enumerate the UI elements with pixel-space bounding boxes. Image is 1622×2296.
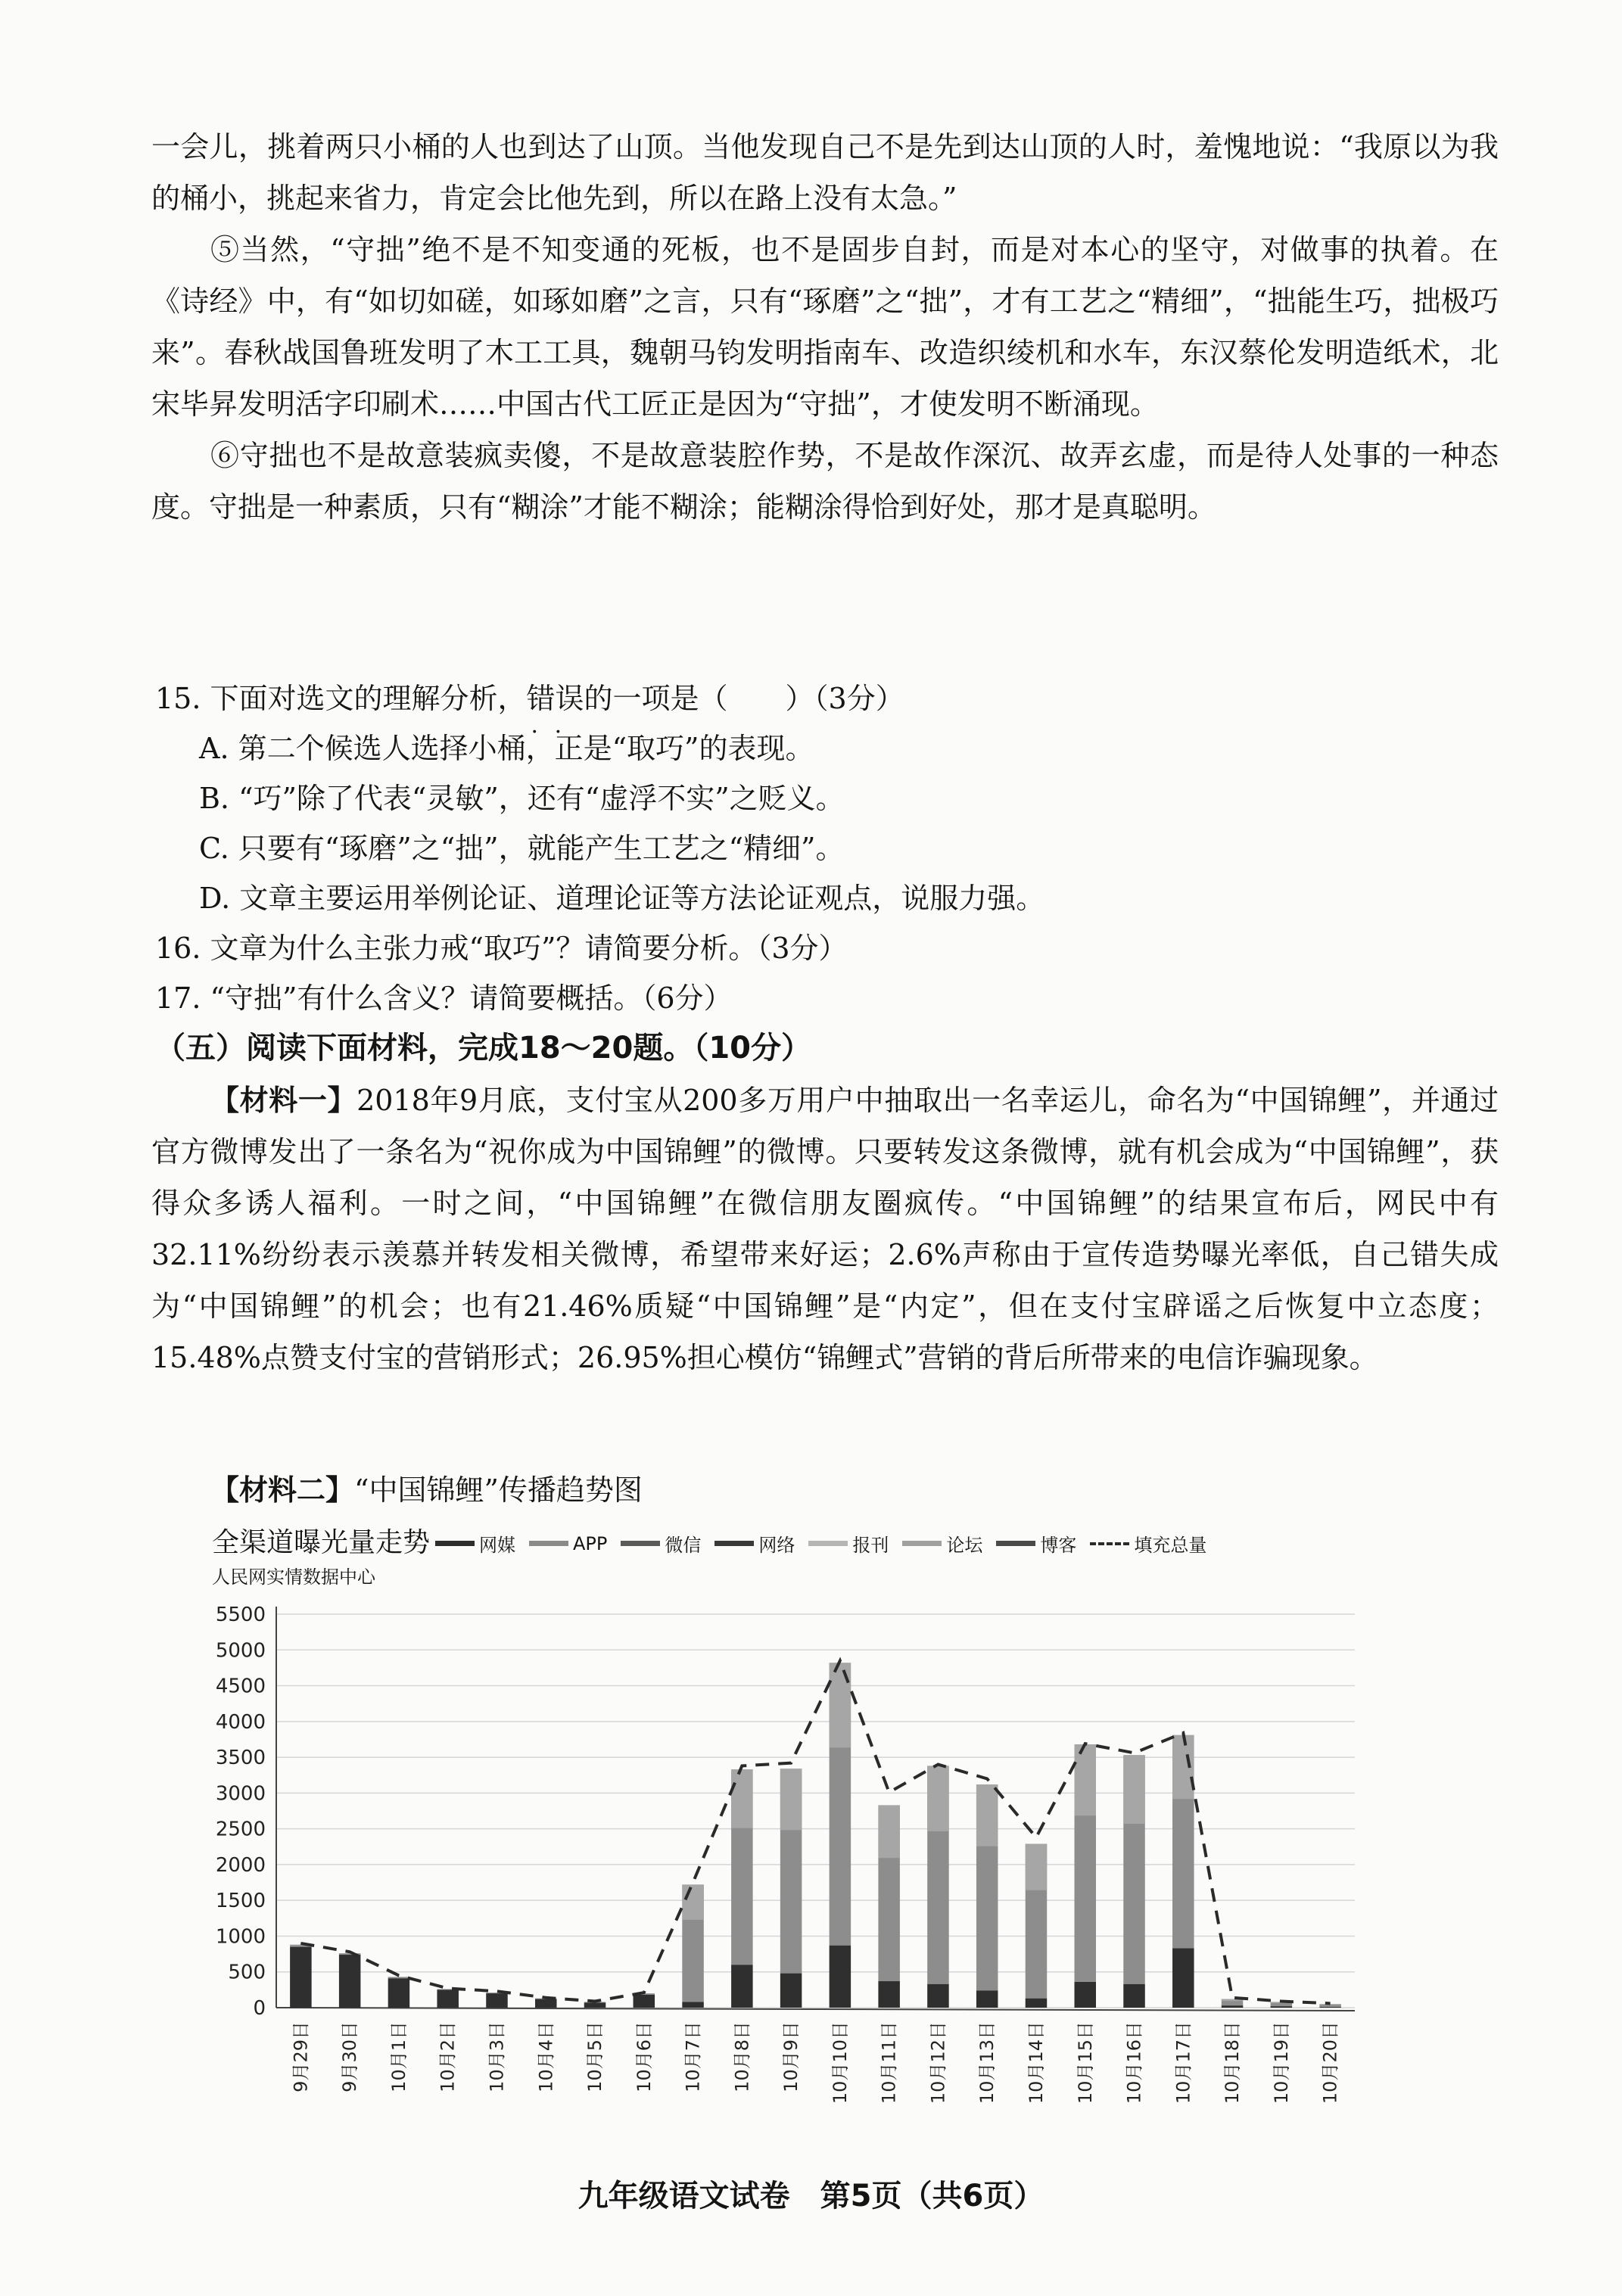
paragraph-continued: 一会儿，挑着两只小桶的人也到达了山顶。当他发现自己不是先到达山顶的人时，羞愧地说：“我原以为我的桶小，挑起来省力，肯定会比他先到，所以在路上没有太急。” — [151, 130, 1499, 215]
x-tick-label: 9月29日 — [290, 2021, 312, 2092]
material-two — [151, 1464, 1499, 1516]
x-tick-label: 10月5日 — [584, 2021, 606, 2092]
x-tick-label: 10月14日 — [1025, 2021, 1047, 2105]
x-tick-label: 10月6日 — [633, 2021, 655, 2092]
x-tick-label: 10月1日 — [388, 2021, 409, 2092]
option-c: C. 只要有“琢磨”之“拙”，就能产生工艺之“精细”。 — [199, 832, 845, 865]
y-tick-label: 500 — [228, 1961, 266, 1984]
material-two-title: 【材料二】“中国锦鲤”传播趋势图 — [210, 1473, 643, 1507]
legend-label: 填充总量 — [1134, 1535, 1207, 1556]
option-b: B. “巧”除了代表“灵敏”，还有“虚浮不实”之贬义。 — [199, 782, 845, 815]
y-tick-label: 3500 — [215, 1747, 266, 1770]
y-tick-label: 0 — [253, 1997, 266, 2020]
bar-dark — [731, 1965, 753, 2008]
bar-upper-layer — [1075, 1744, 1097, 1815]
bar-dark — [437, 1990, 459, 2008]
material-one-text: 【材料一】2018年9月底，支付宝从200多万用户中抽取出一名幸运儿，命名为“中国锦鲤”，并通过官方微博发出了一条名为“祝你成为中国锦鲤”的微博。只要转发这条微博，就有机会成为“中国锦鲤”，获得众多诱人福利。一时之间，“中国锦鲤”在微信朋友圈疯传。“中国锦鲤”的结果宣布后，网民中有32.11%纷纷表示羡慕并转发相关微博，希望带来好运；2.6%声称由于宣传造势曝光率低，自己错失成为“中国锦鲤”的机会；也有21.46%质疑“中国锦鲤”是“内定”，但在支付宝辟谣之后恢复中立态度；15.48%点赞支付宝的营销形式；26.95%担心模仿“锦鲤式”营销的背后所带来的电信诈骗现象。 — [151, 1084, 1499, 1374]
x-tick-label: 10月7日 — [682, 2021, 704, 2092]
y-tick-label: 4000 — [215, 1710, 266, 1734]
bar-dark — [1123, 1984, 1145, 2008]
legend-label: 博客 — [1040, 1535, 1077, 1556]
bar-dark — [1271, 2006, 1293, 2008]
x-tick-label: 10月18日 — [1222, 2021, 1244, 2105]
x-tick-label: 10月17日 — [1172, 2021, 1194, 2105]
bar-dark — [780, 1974, 802, 2008]
x-tick-label: 10月3日 — [486, 2021, 508, 2092]
y-tick-label: 4500 — [215, 1675, 266, 1698]
material-one — [151, 1075, 1499, 1383]
questions — [155, 674, 1502, 1073]
bar-upper-layer — [830, 1663, 851, 1747]
chart-title: 全渠道曝光量走势 — [212, 1527, 431, 1558]
bar-dark — [682, 2002, 704, 2008]
bar-dark — [1075, 1982, 1097, 2008]
y-tick-label: 1000 — [215, 1925, 266, 1949]
bar-dark — [535, 1999, 557, 2008]
bar-dark — [1222, 2005, 1244, 2008]
bar-upper-layer — [976, 1784, 998, 1846]
bar-dark — [1319, 2007, 1341, 2008]
material-one-label: 【材料一】 — [210, 1084, 357, 1117]
x-tick-label: 9月30日 — [339, 2021, 361, 2092]
passage — [151, 121, 1499, 533]
x-tick-label: 10月11日 — [878, 2021, 900, 2105]
bar-upper-layer — [1123, 1755, 1145, 1824]
y-tick-label: 1500 — [215, 1890, 266, 1913]
bar-dark — [927, 1984, 949, 2008]
bar-dark — [290, 1947, 312, 2008]
legend-label: 网媒 — [479, 1535, 515, 1556]
emphasis-mark: 错误 · · — [527, 682, 584, 715]
bar-dark — [1026, 1999, 1048, 2008]
x-tick-label: 10月9日 — [780, 2021, 802, 2092]
bar-dark — [634, 1995, 655, 2008]
bar-dark — [976, 1990, 998, 2008]
x-tick-label: 10月16日 — [1123, 2021, 1145, 2105]
x-tick-label: 10月13日 — [976, 2021, 998, 2105]
chart-subtitle: 人民网实情数据中心 — [212, 1566, 375, 1588]
bar-upper-layer — [1026, 1843, 1048, 1890]
page-footer: 九年级语文试卷 第5页（共6页） — [578, 2179, 1044, 2214]
y-tick-label: 2500 — [215, 1818, 266, 1841]
y-tick-label: 5500 — [215, 1604, 266, 1626]
x-tick-label: 10月10日 — [829, 2021, 851, 2105]
question-17: 17. “守拙”有什么含义？请简要概括。（6分） — [155, 982, 733, 1015]
bar-dark — [878, 1981, 900, 2008]
bar-upper-layer — [780, 1769, 802, 1830]
bar-dark — [486, 1993, 508, 2008]
question-15: 15. 下面对选文的理解分析，错误 · ·的一项是（ ）（3分） — [155, 674, 1502, 723]
section-heading: （五）阅读下面材料，完成18～20题。（10分） — [155, 1031, 811, 1066]
legend-label: APP — [573, 1532, 608, 1554]
chart-svg — [174, 1521, 1385, 2149]
bar-upper-layer — [878, 1805, 900, 1858]
legend-label: 网络 — [758, 1535, 795, 1556]
y-tick-label: 2000 — [215, 1853, 266, 1877]
x-tick-label: 10月12日 — [927, 2021, 949, 2105]
option-d: D. 文章主要运用举例论证、道理论证等方法论证观点，说服力强。 — [199, 882, 1045, 915]
material-two-label: 【材料二】 — [210, 1473, 355, 1507]
bar-upper-layer — [927, 1766, 949, 1831]
bar-dark — [339, 1955, 361, 2008]
bar-dark — [1172, 1949, 1194, 2008]
bar-upper-layer — [682, 1884, 704, 1920]
y-tick-label: 5000 — [215, 1639, 266, 1663]
question-16: 16. 文章为什么主张力戒“取巧”？请简要分析。（3分） — [155, 932, 848, 965]
bar-dark — [830, 1946, 851, 2008]
y-tick-label: 3000 — [215, 1782, 266, 1806]
x-tick-label: 10月20日 — [1319, 2021, 1341, 2105]
bar-dark — [584, 2002, 606, 2008]
bar-upper-layer — [1319, 2004, 1341, 2005]
x-tick-label: 10月15日 — [1074, 2021, 1096, 2105]
legend-label: 论坛 — [946, 1535, 983, 1556]
legend-label: 微信 — [665, 1535, 702, 1556]
x-tick-label: 10月4日 — [535, 2021, 557, 2092]
paragraph-6: ⑥守拙也不是故意装疯卖傻，不是故意装腔作势，不是故作深沉、故弄玄虚，而是待人处事的一种态度。守拙是一种素质，只有“糊涂”才能不糊涂；能糊涂得恰到好处，那才是真聪明。 — [151, 439, 1499, 524]
paragraph-5: ⑤当然，“守拙”绝不是不知变通的死板，也不是固步自封，而是对本心的坚守，对做事的执着。在《诗经》中，有“如切如磋，如琢如磨”之言，只有“琢磨”之“拙”，才有工艺之“精细”，“拙能生巧，拙极巧来”。春秋战国鲁班发明了木工工具，魏朝马钧发明指南车、改造织绫机和水车，东汉蔡伦发明造纸术，北宋毕昇发明活字印刷术……中国古代工匠正是因为“守拙”，才使发明不断涌现。 — [151, 233, 1499, 421]
x-tick-label: 10月19日 — [1270, 2021, 1292, 2105]
x-tick-label: 10月2日 — [437, 2021, 459, 2092]
bar-upper-layer — [731, 1769, 753, 1828]
legend-label: 报刊 — [852, 1535, 889, 1556]
x-tick-label: 10月8日 — [731, 2021, 753, 2092]
option-a: A. 第二个候选人选择小桶，正是“取巧”的表现。 — [199, 732, 814, 765]
bar-dark — [388, 1978, 410, 2008]
trend-chart — [174, 1521, 1385, 2149]
